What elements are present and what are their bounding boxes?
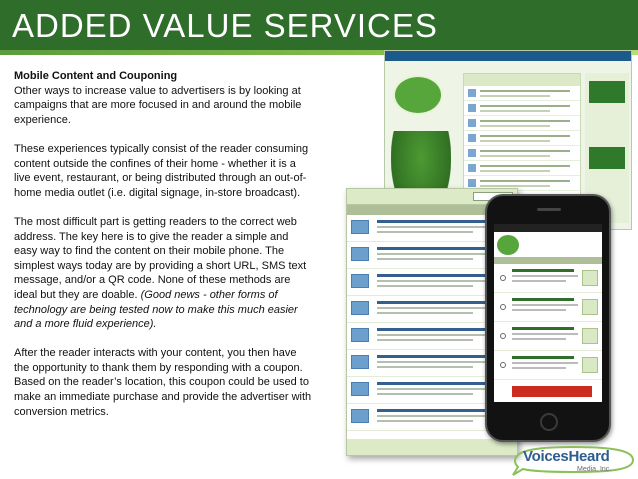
slide-title: ADDED VALUE SERVICES [12, 7, 438, 44]
checklist-row [464, 131, 580, 146]
paragraph-experiences: These experiences typically consist of the reader consuming content outside the confines of their home - whether it is a live event, restaurant, or being distributed through an out-of-home media outlet (i.e. digital signage, in-store broadcast). [14, 142, 309, 199]
friends-for-change-logo [393, 75, 443, 115]
paragraph-intro [14, 69, 314, 127]
take-action-badge [589, 147, 625, 169]
checklist-row [464, 101, 580, 116]
section-subtitle: Mobile Content and Couponing [14, 70, 178, 82]
mobile-checklist-item [494, 294, 602, 322]
logo-name: VoicesHeard [523, 448, 610, 465]
checklist-row [464, 116, 580, 131]
paragraph-difficulty [14, 215, 314, 332]
site-nav-bar [385, 51, 631, 61]
mobile-checklist-item [494, 352, 602, 380]
slide-body [14, 69, 314, 434]
checklist-row [464, 86, 580, 101]
iphone-mockup-image [485, 194, 611, 442]
mobile-checklist-item [494, 323, 602, 351]
paragraph-text: The most difficult part is getting readers to the correct web address. The key here is to give the reader a simple and easy way to find the content on their mobile phone. The simplest ways today are by providing a short URL, SMS text message, and/or a QR code. None of these methods are ideal but they are doable. [14, 215, 307, 301]
phone-screen [494, 224, 602, 402]
paragraph-note: (Good news - other forms of technology are being tested now to make this much easier and a more fluid experience). [14, 288, 298, 331]
paragraph-text: Other ways to increase value to advertisers is by looking at campaigns that are more focused in and around the mobile experience. [14, 84, 302, 126]
checklist-footer [347, 439, 517, 455]
friends-for-change-logo [497, 235, 519, 255]
logo-tagline: Media, Inc. [577, 466, 612, 473]
column-header-bar [494, 257, 602, 264]
checklist-row [464, 161, 580, 176]
checklist-row [464, 146, 580, 161]
take-action-badge [589, 81, 625, 103]
home-button-icon [540, 413, 558, 431]
voicesheard-logo [511, 445, 635, 477]
paragraph-coupon: After the reader interacts with your content, you then have the opportunity to thank them by responding with a coupon. Based on the reader’s location, this coupon could be used to make an immediate purchase and provide the advertiser with conversion metrics. [14, 347, 312, 418]
pledge-now-badge [512, 386, 592, 397]
phone-status-bar [494, 224, 602, 232]
mobile-checklist-item [494, 265, 602, 293]
phone-speaker [537, 208, 561, 211]
panel-header [464, 74, 580, 86]
